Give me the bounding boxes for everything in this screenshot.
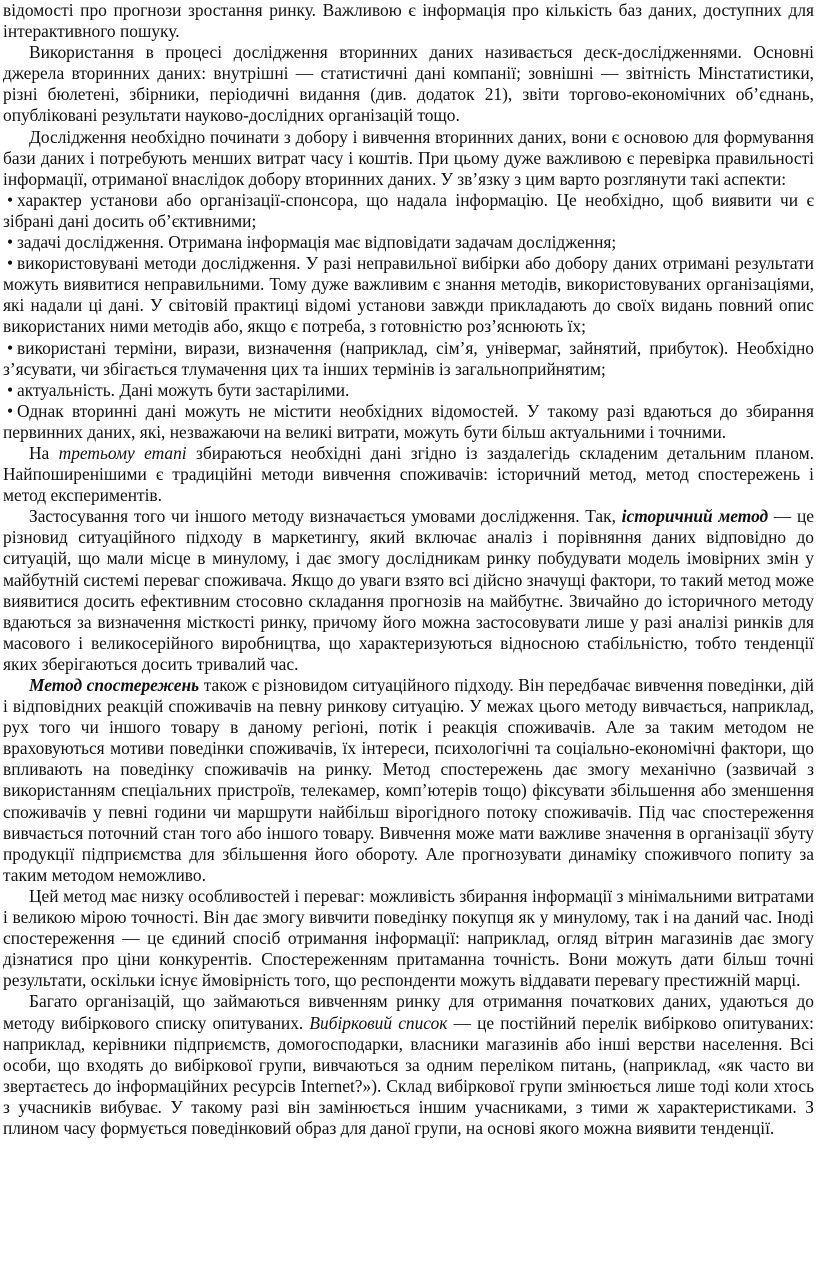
bullet-item-b3 [3,253,814,337]
paragraph-text: Застосування того чи іншого методу визначається умовами дослідження. Так, [29,506,622,527]
paragraph-p5 [3,675,814,886]
key-term: Метод спостережень [29,675,200,695]
paragraph-text: — це різновид ситуаційного підходу в маркетингу, який включає аналіз і порівняння даних відповідно до ситуацій, що мали місце в минулому, і дає змогу дослідникам ринку побудувати модель імовірних змін у майбутній системі переваг споживача. Якщо до уваги взято всі дійсно значущі фактори, то такий метод може виявитися досить ефективним стосовно складання прогнозів на майбутнє. Звичайно до історичного методу вдаються за визначення місткості ринку, причому його можна застосовувати лише у разі аналізі ринків для масового і великосерійного виробництва, що характеризуються відносною стабільністю, тобто тенденції яких зберігаються досить тривалий час. [3,506,814,674]
bullet-icon: • [6,253,14,274]
paragraph-text: Багато організацій, що займаються вивченням ринку для отримання початкових даних, удаються до методу вибіркового списку опитуваних. [3,991,814,1033]
bullet-item-b1 [3,190,814,232]
paragraph-text: На [29,442,59,463]
paragraph-text: також є різновидом ситуаційного підходу. Він передбачає вивчення поведінки, дій і відповідних реакцій споживачів на певну ринкову ситуацію. У межах цього методу вивчається, наприклад, рух того чи іншого товару в даному регіоні, потік і реакція споживачів. Але за таким методом не враховуються мотиви поведінки споживачів, їх інтереси, психологічні та соціально-економічні фактори, що впливають на поведінку споживачів на ринку. Метод спостережень дає змогу механічно (зазвичай з використанням спеціальних пристроїв, телекамер, комп’ютерів тощо) фіксувати збільшення або зменшення споживачів у певні години чи маршрути найбільш вірогідного потоку споживачів. Під час спостереження вивчається поточний стан того або іншого товару. Вивчення може мати важливе значення в організації збуту продукції підприємства для збільшення його обороту. Але прогнозувати динаміку споживчого попиту за таким методом неможливо. [3,675,814,885]
paragraph-p7 [3,991,814,1139]
paragraph-text: Дослідження необхідно починати з добору і вивчення вторинних даних, вони є основою для формування бази даних і потребують менших витрат часу і коштів. При цьому дуже важливою є перевірка правильності інформації, отриманої внаслідок добору вторинних даних. У зв’язку з цим варто розглянути такі аспекти: [3,126,814,189]
bullet-text: використовувані методи дослідження. У разі неправильної вибірки або добору даних отримані результати можуть виявитися неправильними. Тому дуже важливим є знання методів, використовуваних організаціями, які надали ці дані. У світовій практиці відомі установи завжди прикладають до своїх видань повний опис використаних ними методів або, якщо є потреба, з готовністю роз’яснюють їх; [3,253,814,337]
paragraph-text: збираються необхідні дані згідно із заздалегідь складеним детальним планом. Найпоширенішими є традиційні методи вивчення споживачів: історичний метод, метод спостережень і метод експериментів. [3,442,814,506]
emphasis-term: третьому етапі [58,442,187,463]
bullet-item-b5 [3,380,814,401]
bullet-item-b2 [3,232,814,253]
paragraph-text: — це постійний перелік вибірково опитуваних: наприклад, керівники підприємств, домогосподарки, власники магазинів або інші верстви населення. Всі особи, що входять до вибіркової групи, вивчаються за одним переліком питань, (наприклад, «як часто ви звертаєтесь до інформаційних ресурсів Internet?»). Склад вибіркової групи змінюється лише тоді коли хтось з учасників вибуває. У такому разі він замінюється іншим учасниками, з тими ж характеристиками. З плином часу формується поведінковий образ для даної групи, на основі якого можна виявити тенденції. [3,1012,814,1138]
paragraph-text: Використання в процесі дослідження вторинних даних називається деск-дослідженнями. Основні джерела вторинних даних: внутрішні — статистичні дані компанії; зовнішні — звітність Мінстатистики, різні бюлетені, збірники, періодичні видання (див. додаток 21), звіти торгово-економічних об’єднань, опубліковані результати науково-дослідних організацій тощо. [3,42,814,126]
bullet-icon: • [6,189,14,210]
paragraph-p0 [3,0,814,42]
paragraph-p4 [3,506,814,675]
bullet-text: актуальність. Дані можуть бути застарілими. [17,379,350,400]
bullet-item-b4 [3,338,814,380]
bullet-text: задачі дослідження. Отримана інформація має відповідати задачам дослідження; [17,232,617,253]
key-term: історичний метод [621,506,769,527]
emphasis-term: Вибірковий список [309,1012,448,1033]
paragraph-p3 [3,443,814,506]
bullet-icon: • [6,232,14,253]
paragraph-p2 [3,127,814,190]
bullet-icon: • [6,400,14,421]
paragraph-text: відомості про прогнози зростання ринку. Важливою є інформація про кількість баз даних, доступних для інтерактивного пошуку. [3,0,814,42]
bullet-icon: • [6,379,14,400]
bullet-text: використані терміни, вирази, визначення (наприклад, сім’я, універмаг, зайнятий, прибуток). Необхідно з’ясувати, чи збігається тлумачення цих та інших термінів із загальноприйнятим; [3,337,814,379]
paragraph-p1 [3,42,814,126]
bullet-item-b6 [3,401,814,443]
bullet-text: Однак вторинні дані можуть не містити необхідних відомостей. У такому разі вдаються до збирання первинних даних, які, незважаючи на великі витрати, можуть бути більш актуальними і точними. [3,400,814,442]
paragraph-text: Цей метод має низку особливостей і переваг: можливість збирання інформації з мінімальними витратами і великою мірою точності. Він дає змогу вивчити поведінку покупця як у минулому, так і на даний час. Іноді спостереження — це єдиний спосіб отримання інформації: наприклад, огляд вітрин магазинів дає змогу дізнатися про ціни конкурентів. Спостереженням притаманна точність. Вони можуть дати більш точні результати, оскільки існує ймовірність того, що респонденти можуть віддавати перевагу престижній марці. [3,885,814,991]
paragraph-p6 [3,886,814,991]
bullet-icon: • [6,337,14,358]
bullet-text: характер установи або організації-спонсора, що надала інформацію. Це необхідно, щоб виявити чи є зібрані дані досить об’єктивними; [3,189,814,231]
